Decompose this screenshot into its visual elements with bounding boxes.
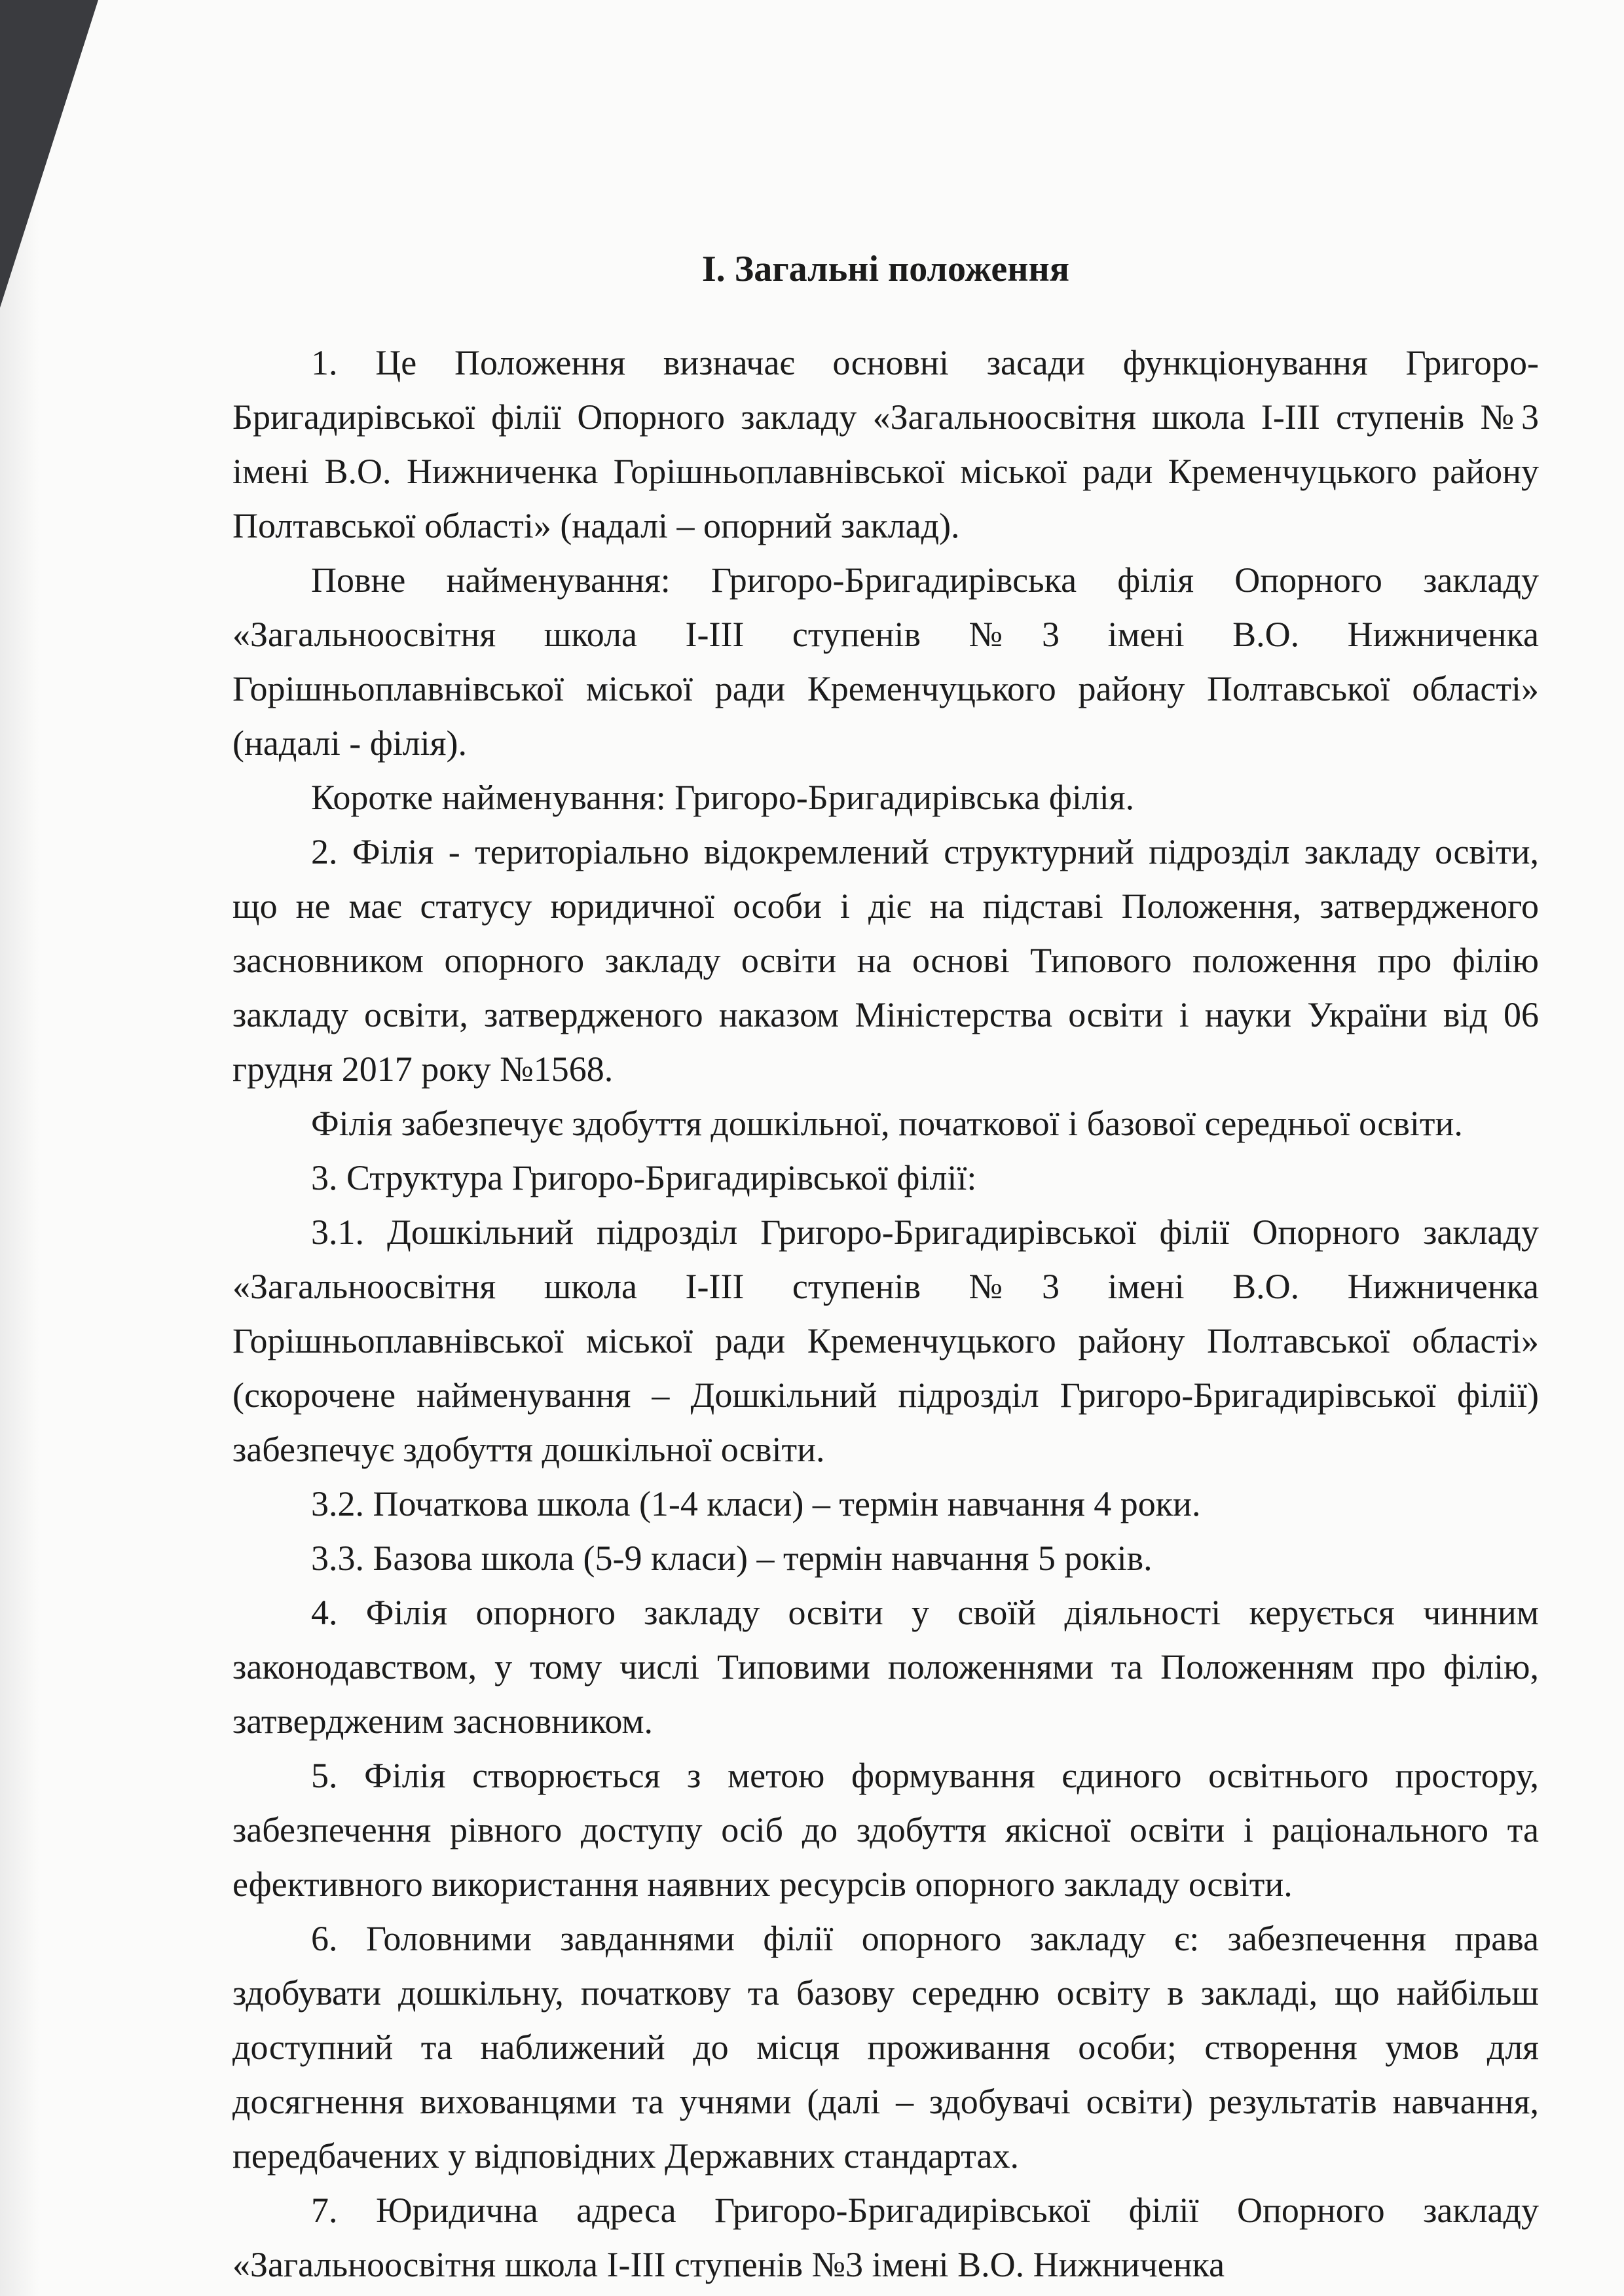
section-title: I. Загальні положення xyxy=(701,249,1070,289)
paragraph-7: 7. Юридична адреса Григоро-Бригадирівської філії Опорного закладу «Загальноосвітня школа I-III ступенів №3 імені В.О. Нижниченка xyxy=(232,2191,1539,2284)
document-body xyxy=(232,242,1539,2292)
scan-corner xyxy=(0,0,98,308)
paragraph-short-name: Коротке найменування: Григоро-Бригадирівська філія. xyxy=(311,778,1135,817)
paragraph-1: 1. Це Положення визначає основні засади функціонування Григоро-Бригадирівської філії Опорного закладу «Загальноосвітня школа I-III ступенів №3 імені В.О. Нижниченка Горішньоплавнівської міської ради Кременчуцького району Полтавської області» (надалі – опорний заклад). xyxy=(232,343,1539,545)
scan-edge-shadow xyxy=(0,0,39,2296)
paragraph-3-3: 3.3. Базова школа (5-9 класи) – термін навчання 5 років. xyxy=(311,1539,1153,1578)
paragraph-education-levels: Філія забезпечує здобуття дошкільної, початкової і базової середньої освіти. xyxy=(311,1104,1463,1143)
paragraph-5: 5. Філія створюється з метою формування єдиного освітнього простору, забезпечення рівного доступу осіб до здобуття якісної освіти і раціонального та ефективного використання наявних ресурсів опорного закладу освіти. xyxy=(232,1756,1539,1904)
paragraph-6: 6. Головними завданнями філії опорного закладу є: забезпечення права здобувати дошкільну, початкову та базову середню освіту в закладі, що найбільш доступний та наближений до місця проживання особи; створення умов для досягнення вихованцями та учнями (далі – здобувачі освіти) результатів навчання, передбачених у відповідних Державних стандартах. xyxy=(232,1919,1539,2176)
paragraph-2: 2. Філія - територіально відокремлений структурний підрозділ закладу освіти, що не має статусу юридичної особи і діє на підставі Положення, затвердженого засновником опорного закладу освіти на основі Типового положення про філію закладу освіти, затвердженого наказом Міністерства освіти і науки України від 06 грудня 2017 року №1568. xyxy=(232,832,1539,1089)
paragraph-3-2: 3.2. Початкова школа (1-4 класи) – термін навчання 4 роки. xyxy=(311,1484,1201,1523)
paragraph-full-name: Повне найменування: Григоро-Бригадирівська філія Опорного закладу «Загальноосвітня школа I-III ступенів №3 імені В.О. Нижниченка Горішньоплавнівської міської ради Кременчуцького району Полтавської області» (надалі - філія). xyxy=(232,560,1539,763)
paragraph-3: 3. Структура Григоро-Бригадирівської філії: xyxy=(311,1158,977,1197)
paragraph-3-1: 3.1. Дошкільний підрозділ Григоро-Бригадирівської філії Опорного закладу «Загальноосвітня школа I-III ступенів №3 імені В.О. Нижниченка Горішньоплавнівської міської ради Кременчуцького району Полтавської області» (скорочене найменування – Дошкільний підрозділ Григоро-Бригадирівської філії) забезпечує здобуття дошкільної освіти. xyxy=(232,1212,1539,1469)
paragraph-4: 4. Філія опорного закладу освіти у своїй діяльності керується чинним законодавством, у тому числі Типовими положеннями та Положенням про філію, затвердженим засновником. xyxy=(232,1593,1539,1741)
